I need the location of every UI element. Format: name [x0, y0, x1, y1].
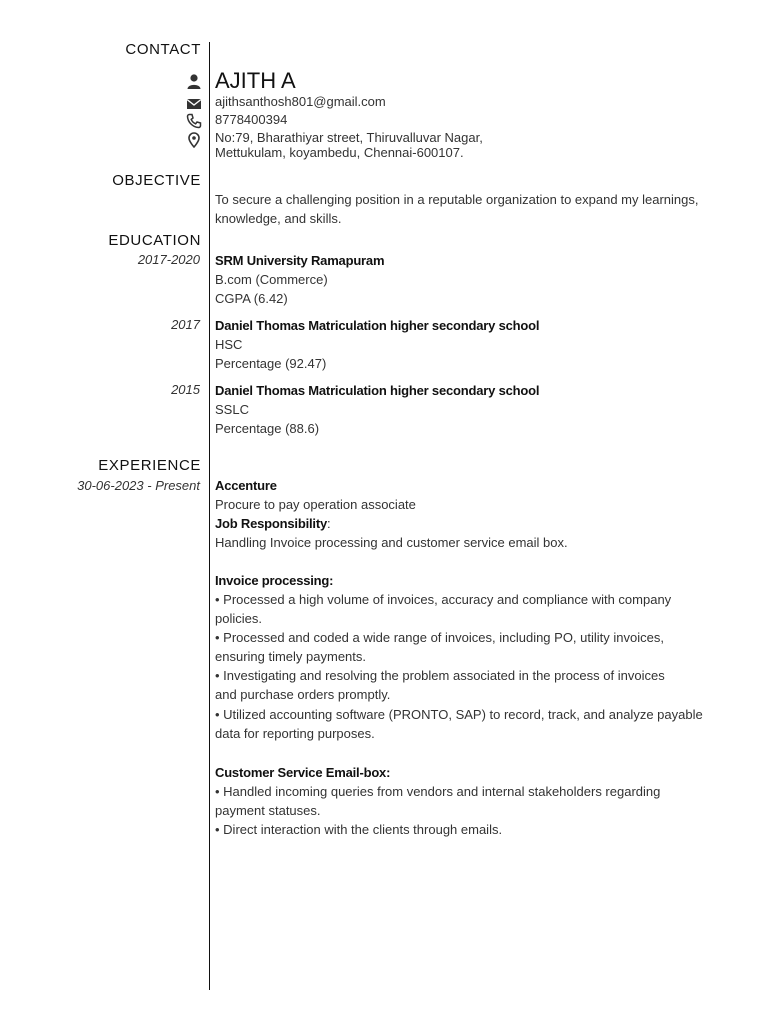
- person-icon: [186, 73, 202, 89]
- education-degree: HSC: [215, 337, 243, 352]
- section-heading-education: EDUCATION: [108, 232, 201, 249]
- education-score: CGPA (6.42): [215, 291, 288, 306]
- section-heading-objective: OBJECTIVE: [112, 172, 201, 189]
- section-heading-experience: EXPERIENCE: [98, 457, 201, 474]
- education-institution: SRM University Ramapuram: [215, 253, 385, 268]
- invoice-line: • Utilized accounting software (PRONTO, SAP) to record, track, and analyze payable: [215, 707, 703, 722]
- education-date: 2017-2020: [137, 252, 200, 267]
- invoice-processing-heading: Invoice processing:: [215, 573, 334, 588]
- experience-company: Accenture: [215, 478, 277, 493]
- vertical-divider: [209, 42, 210, 990]
- education-institution: Daniel Thomas Matriculation higher secondary school: [215, 318, 540, 333]
- education-institution: Daniel Thomas Matriculation higher secondary school: [215, 383, 540, 398]
- invoice-line: data for reporting purposes.: [215, 726, 375, 741]
- email-box-line: • Direct interaction with the clients through emails.: [215, 822, 503, 837]
- invoice-line: • Processed a high volume of invoices, accuracy and compliance with company: [215, 592, 672, 607]
- education-score: Percentage (88.6): [215, 421, 320, 436]
- job-responsibility-colon: :: [326, 516, 331, 531]
- education-degree: B.com (Commerce): [215, 272, 328, 287]
- phone-text: 8778400394: [215, 112, 288, 127]
- email-box-line: • Handled incoming queries from vendors and internal stakeholders regarding: [215, 784, 661, 799]
- job-responsibility-heading: Job Responsibility: [215, 516, 327, 531]
- invoice-line: and purchase orders promptly.: [215, 687, 391, 702]
- location-pin-icon: [186, 132, 202, 148]
- address-line-2: Mettukulam, koyambedu, Chennai-600107.: [215, 145, 464, 160]
- invoice-line: • Processed and coded a wide range of invoices, including PO, utility invoices,: [215, 630, 664, 645]
- phone-icon: [186, 113, 202, 129]
- job-responsibility-label: [215, 514, 331, 533]
- envelope-icon: [186, 96, 202, 112]
- job-responsibility-text: Handling Invoice processing and customer service email box.: [215, 535, 568, 550]
- email-text: ajithsanthosh801@gmail.com: [215, 94, 386, 109]
- invoice-line: policies.: [215, 611, 262, 626]
- experience-role: Procure to pay operation associate: [215, 497, 416, 512]
- education-date: 2017: [171, 317, 200, 332]
- address-line-1: No:79, Bharathiyar street, Thiruvalluvar Nagar,: [215, 130, 483, 145]
- candidate-name: AJITH A: [215, 68, 296, 93]
- education-date: 2015: [171, 382, 200, 397]
- section-heading-contact: CONTACT: [125, 41, 201, 58]
- email-box-heading: Customer Service Email-box:: [215, 765, 391, 780]
- email-box-line: payment statuses.: [215, 803, 321, 818]
- invoice-line: ensuring timely payments.: [215, 649, 367, 664]
- objective-line: To secure a challenging position in a reputable organization to expand my learnings,: [215, 192, 699, 207]
- invoice-line: • Investigating and resolving the problem associated in the process of invoices: [215, 668, 665, 683]
- objective-line: knowledge, and skills.: [215, 211, 342, 226]
- experience-date: 30-06-2023 - Present: [77, 478, 200, 493]
- education-score: Percentage (92.47): [215, 356, 327, 371]
- education-degree: SSLC: [215, 402, 249, 417]
